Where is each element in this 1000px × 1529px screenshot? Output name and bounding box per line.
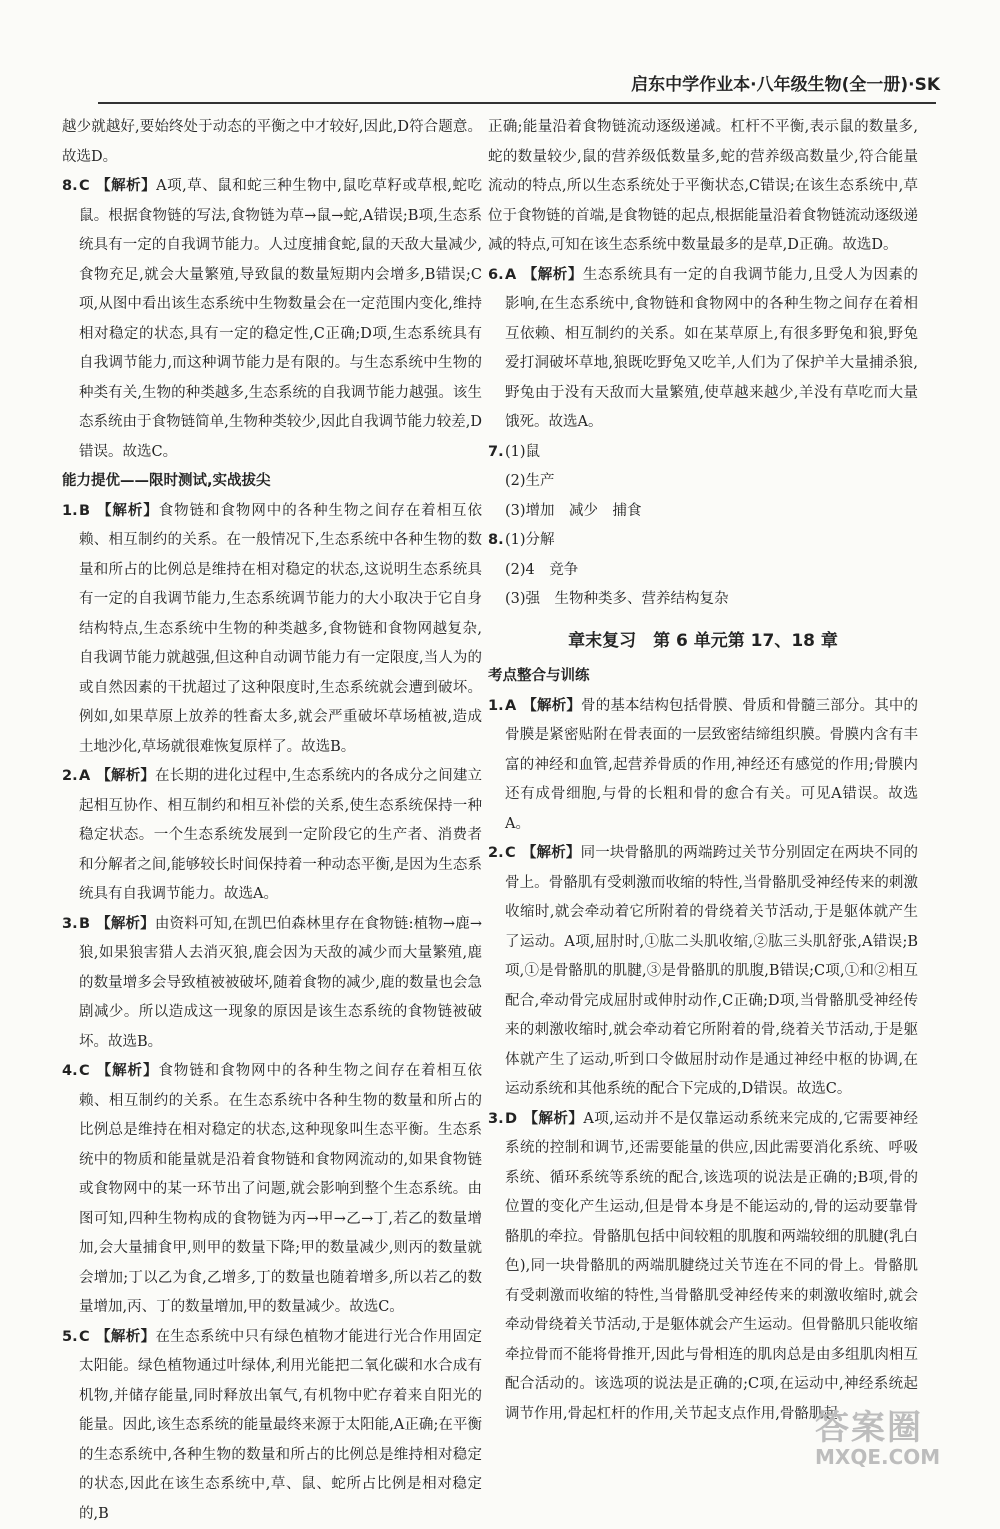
question-number: 3. bbox=[62, 910, 78, 940]
question-4 bbox=[62, 1057, 482, 1323]
review-question-3 bbox=[488, 1105, 918, 1430]
section-title: 考点整合与训练 bbox=[488, 662, 918, 692]
question-number: 8. bbox=[62, 172, 78, 202]
answer: C bbox=[79, 178, 90, 194]
header-rule bbox=[98, 102, 936, 104]
answer: C bbox=[79, 1063, 90, 1079]
page-header: 启东中学作业本·八年级生物(全一册)·SK bbox=[0, 70, 940, 95]
analysis-tag: 【解析】 bbox=[522, 267, 583, 283]
question-number: 2. bbox=[62, 762, 78, 792]
question-7 bbox=[488, 438, 918, 468]
left-column bbox=[62, 113, 482, 1529]
answer: D bbox=[505, 1111, 517, 1127]
review-question-1 bbox=[488, 692, 918, 840]
right-column bbox=[488, 113, 918, 1429]
analysis-tag: 【解析】 bbox=[96, 916, 155, 932]
question-number: 4. bbox=[62, 1057, 78, 1087]
analysis-text: A项,草、鼠和蛇三种生物中,鼠吃草籽或草根,蛇吃鼠。根据食物链的写法,食物链为草→鼠→蛇,A错误;B项,生态系统具有一定的自我调节能力。人过度捕食蛇,鼠的天敌大量减少,食物充足,就会大量繁殖,导致鼠的数量短期内会增多,B错误;C项,从图中看出该生态系统中生物数量会在一定范围内变化,维持相对稳定的状态,具有一定的稳定性,C正确;D项,生态系统具有自我调节能力,而这种调节能力是有限的。与生态系统中生物的种类有关,生物的种类越多,生态系统的自我调节能力越强。该生态系统由于食物链简单,生物种类较少,因此自我调节能力较差,D错误。故选C。 bbox=[79, 178, 482, 460]
analysis-tag: 【解析】 bbox=[523, 1111, 583, 1127]
answer-line: (1)分解 bbox=[505, 532, 555, 548]
answer-line: (3)强 生物种类多、营养结构复杂 bbox=[488, 585, 918, 615]
analysis-text: 食物链和食物网中的各种生物之间存在着相互依赖、相互制约的关系。在一般情况下,生态系统中各种生物的数量和所占的比例总是维持在相对稳定的状态,这说明生态系统具有一定的自我调节能力,生态系统调节能力的大小取决于它自身结构特点,生态系统中生物的种类越多,食物链和食物网越复杂,自我调节能力就越强,但这种自动调节能力有一定限度,当人为的或自然因素的干扰超过了这种限度时,生态系统就会遭到破坏。例如,如果草原上放养的牲畜太多,就会严重破坏草场植被,造成土地沙化,草场就很难恢复原样了。故选B。 bbox=[79, 503, 482, 755]
answer: C bbox=[79, 1329, 90, 1345]
question-number: 1. bbox=[62, 497, 78, 527]
analysis-text: 在长期的进化过程中,生态系统内的各成分之间建立起相互协作、相互制约和相互补偿的关系,使生态系统保持一种稳定状态。一个生态系统发展到一定阶段它的生产者、消费者和分解者之间,能够较长时间保持着一种动态平衡,是因为生态系统具有自我调节能力。故选A。 bbox=[79, 768, 482, 902]
analysis-text: 在生态系统中只有绿色植物才能进行光合作用固定太阳能。绿色植物通过叶绿体,利用光能把二氧化碳和水合成有机物,并储存能量,同时释放出氧气,有机物中贮存着来自阳光的能量。因此,该生态系统的能量最终来源于太阳能,A正确;在平衡的生态系统中,各种生物的数量和所占的比例总是维持相对稳定的状态,因此在该生态系统中,草、鼠、蛇所占比例是相对稳定的,B bbox=[79, 1329, 482, 1522]
answer: A bbox=[505, 267, 516, 283]
analysis-tag: 【解析】 bbox=[96, 1063, 159, 1079]
answer: A bbox=[505, 698, 516, 714]
analysis-text: 由资料可知,在凯巴伯森林里存在食物链:植物→鹿→狼,如果狼害猎人去消灭狼,鹿会因为天敌的减少而大量繁殖,鹿的数量增多会导致植被被破坏,随着食物的减少,鹿的数量也会急剧减少。所以造成这一现象的原因是该生态系统的食物链被破坏。故选B。 bbox=[79, 916, 482, 1050]
analysis-tag: 【解析】 bbox=[96, 503, 159, 519]
question-number: 2. bbox=[488, 839, 504, 869]
question-number: 1. bbox=[488, 692, 504, 722]
answer-line: (2)4 竞争 bbox=[488, 556, 918, 586]
question-2 bbox=[62, 762, 482, 910]
answer: C bbox=[505, 845, 516, 861]
continued-text: 正确;能量沿着食物链流动逐级递减。杠杆不平衡,表示鼠的数量多,蛇的数量较少,鼠的营养级低数量多,蛇的营养级高数量少,符合能量流动的特点,所以生态系统处于平衡状态,C错误;在该生态系统中,草位于食物链的首端,是食物链的起点,根据能量沿着食物链流动逐级递减的特点,可知在该生态系统中数量最多的是草,D正确。故选D。 bbox=[488, 113, 918, 261]
answer: A bbox=[79, 768, 90, 784]
analysis-text: 骨的基本结构包括骨膜、骨质和骨髓三部分。其中的骨膜是紧密贴附在骨表面的一层致密结缔组织膜。骨膜内含有丰富的神经和血管,起营养骨质的作用,神经还有感觉的作用;骨膜内还有成骨细胞,与骨的长粗和骨的愈合有关。可见A错误。故选A。 bbox=[505, 698, 918, 832]
question-number: 3. bbox=[488, 1105, 504, 1135]
analysis-tag: 【解析】 bbox=[96, 178, 157, 194]
answer: B bbox=[79, 916, 90, 932]
question-number: 6. bbox=[488, 261, 504, 291]
analysis-tag: 【解析】 bbox=[522, 698, 581, 714]
analysis-text: 同一块骨骼肌的两端跨过关节分别固定在两块不同的骨上。骨骼肌有受刺激而收缩的特性,当骨骼肌受神经传来的刺激收缩时,就会牵动着它所附着的骨绕着关节活动,于是躯体就产生了运动。A项,屈肘时,①肱二头肌收缩,②肱三头肌舒张,A错误;B项,①是骨骼肌的肌腱,③是骨骼肌的肌腹,B错误;C项,①和②相互配合,牵动骨完成屈肘或伸肘动作,C正确;D项,当骨骼肌受神经传来的刺激收缩时,就会牵动着它所附着的骨,绕着关节活动,于是躯体就产生了运动,听到口令做屈肘动作是通过神经中枢的协调,在运动系统和其他系统的配合下完成的,D错误。故选C。 bbox=[505, 845, 918, 1097]
analysis-text: 食物链和食物网中的各种生物之间存在着相互依赖、相互制约的关系。在生态系统中各种生物的数量和所占的比例总是维持在相对稳定的状态,这种现象叫生态平衡。生态系统中的物质和能量就是沿着食物链和食物网流动的,如果食物链或食物网中的某一环节出了问题,就会影响到整个生态系统。由图可知,四种生物构成的食物链为丙→甲→乙→丁,若乙的数量增加,会大量捕食甲,则甲的数量下降;甲的数量减少,则丙的数量就会增加;丁以乙为食,乙增多,丁的数量也随着增多,所以若乙的数量增加,丙、丁的数量增加,甲的数量减少。故选C。 bbox=[79, 1063, 482, 1315]
question-number: 7. bbox=[488, 438, 504, 468]
question-8 bbox=[62, 172, 482, 467]
question-5 bbox=[62, 1323, 482, 1529]
watermark-url: MXQE.COM bbox=[815, 1445, 990, 1469]
section-title: 能力提优——限时测试,实战拔尖 bbox=[62, 467, 482, 497]
analysis-text: A项,运动并不是仅靠运动系统来完成的,它需要神经系统的控制和调节,还需要能量的供应,因此需要消化系统、呼吸系统、循环系统等系统的配合,该选项的说法是正确的;B项,骨的位置的变化产生运动,但是骨本身是不能运动的,骨的运动要靠骨骼肌的牵拉。骨骼肌包括中间较粗的肌腹和两端较细的肌腱(乳白色),同一块骨骼肌的两端肌腱绕过关节连在不同的骨上。骨骼肌有受刺激而收缩的特性,当骨骼肌受神经传来的刺激收缩时,就会牵动骨绕着关节活动,于是躯体就会产生运动。但骨骼肌只能收缩牵拉骨而不能将骨推开,因此与骨相连的肌肉总是由多组肌肉相互配合活动的。该选项的说法是正确的;C项,在运动中,神经系统起调节作用,骨起杠杆的作用,关节起支点作用,骨骼肌起 bbox=[505, 1111, 918, 1422]
answer-line: (2)生产 bbox=[488, 467, 918, 497]
watermark bbox=[815, 1400, 990, 1468]
watermark-logo: 答案圈 bbox=[815, 1400, 990, 1449]
analysis-tag: 【解析】 bbox=[96, 1329, 156, 1345]
analysis-tag: 【解析】 bbox=[96, 768, 155, 784]
question-6 bbox=[488, 261, 918, 438]
answer-line: (3)增加 减少 捕食 bbox=[488, 497, 918, 527]
question-1 bbox=[62, 497, 482, 763]
question-3 bbox=[62, 910, 482, 1058]
answer: B bbox=[79, 503, 90, 519]
question-8b bbox=[488, 526, 918, 556]
question-number: 5. bbox=[62, 1323, 78, 1353]
chapter-title: 章末复习 第 6 单元第 17、18 章 bbox=[488, 627, 918, 657]
question-number: 8. bbox=[488, 526, 504, 556]
review-question-2 bbox=[488, 839, 918, 1105]
continued-text: 越少就越好,要始终处于动态的平衡之中才较好,因此,D符合题意。故选D。 bbox=[62, 113, 482, 172]
answer-line: (1)鼠 bbox=[505, 444, 540, 460]
analysis-tag: 【解析】 bbox=[522, 845, 581, 861]
analysis-text: 生态系统具有一定的自我调节能力,且受人为因素的影响,在生态系统中,食物链和食物网中的各种生物之间存在着相互依赖、相互制约的关系。如在某草原上,有很多野兔和狼,野兔爱打洞破坏草地,狼既吃野兔又吃羊,人们为了保护羊大量捕杀狼,野兔由于没有天敌而大量繁殖,使草越来越少,羊没有草吃而大量饿死。故选A。 bbox=[505, 267, 918, 431]
